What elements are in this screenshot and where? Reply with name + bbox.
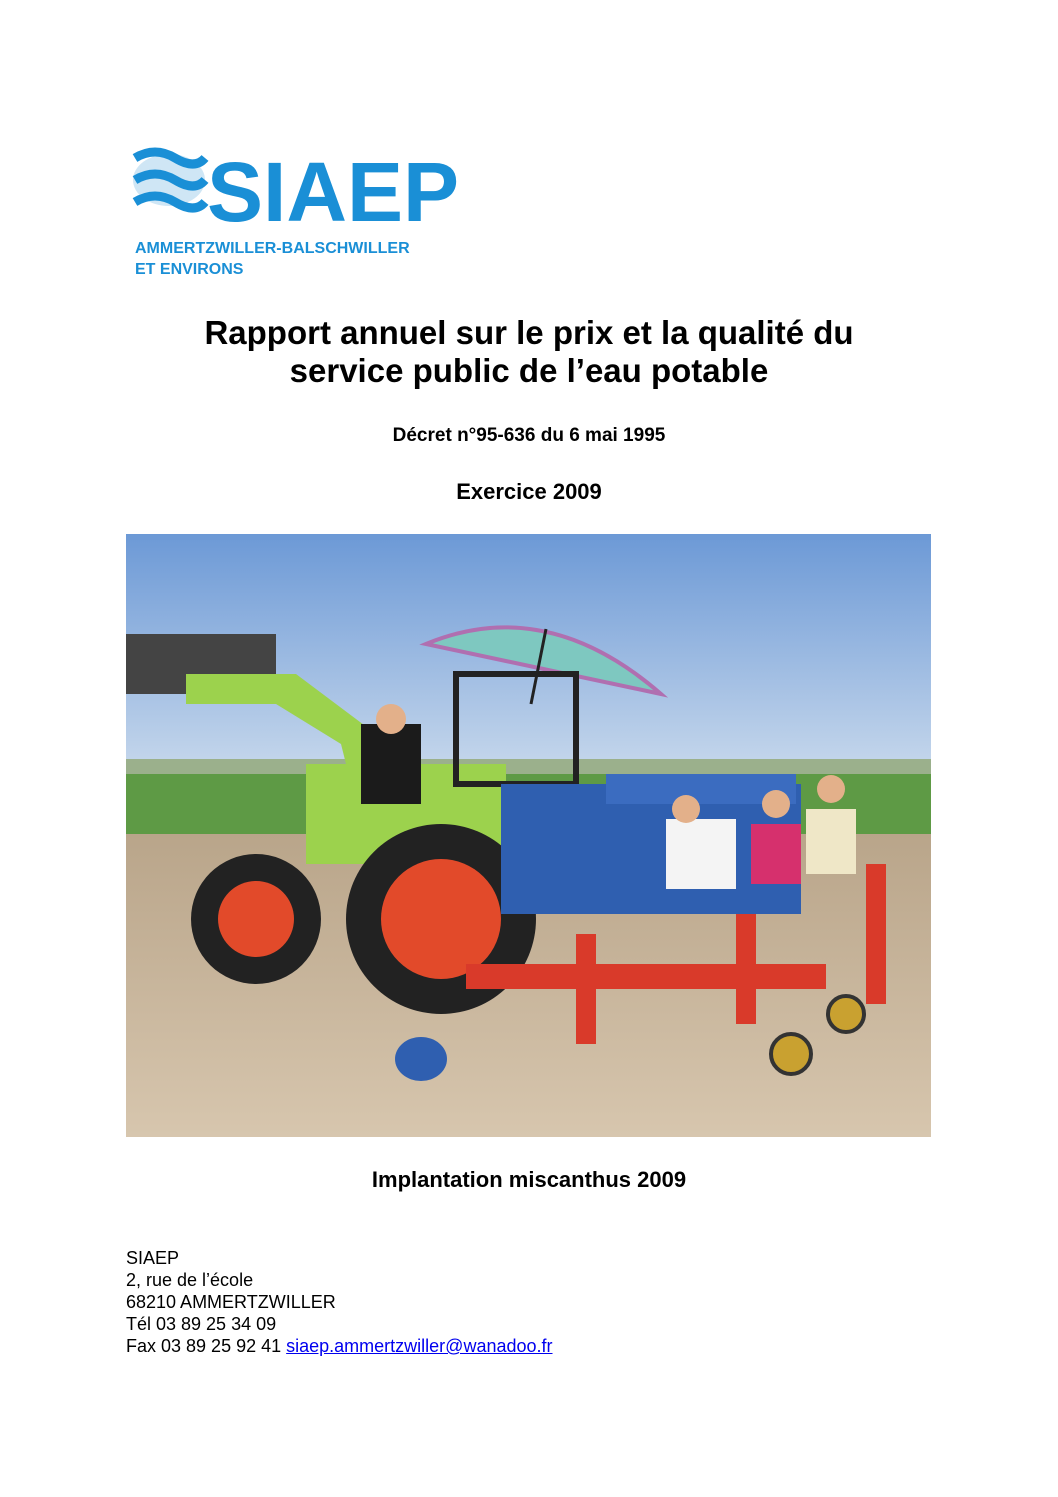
contact-address [126, 1247, 553, 1357]
exercice-year: Exercice 2009 [456, 479, 602, 504]
city-line: 68210 AMMERTZWILLER [126, 1292, 336, 1312]
street-line: 2, rue de l’école [126, 1270, 254, 1290]
logo-acronym: SIAEP [207, 145, 460, 239]
logo-line-2: ET ENVIRONS [135, 261, 244, 278]
title-line-2: service public de l’eau potable [289, 352, 769, 389]
fax-number: Fax 03 89 25 92 41 [126, 1336, 282, 1356]
decret-reference: Décret n°95-636 du 6 mai 1995 [392, 425, 666, 446]
org-name: SIAEP [126, 1248, 180, 1268]
photo-caption: Implantation miscanthus 2009 [371, 1167, 687, 1192]
email-link[interactable]: siaep.ammertzwiller@wanadoo.fr [286, 1336, 553, 1356]
title-line-1: Rapport annuel sur le prix et la qualité du [204, 314, 854, 351]
fax-line [126, 1335, 553, 1357]
logo-line-1: AMMERTZWILLER-BALSCHWILLER [135, 240, 410, 257]
page-title [0, 314, 1058, 390]
tractor-planting-photo [126, 534, 931, 1137]
wave-emblem-icon [133, 152, 205, 208]
phone-line: Tél 03 89 25 34 09 [126, 1314, 277, 1334]
siaep-logo [127, 128, 472, 288]
